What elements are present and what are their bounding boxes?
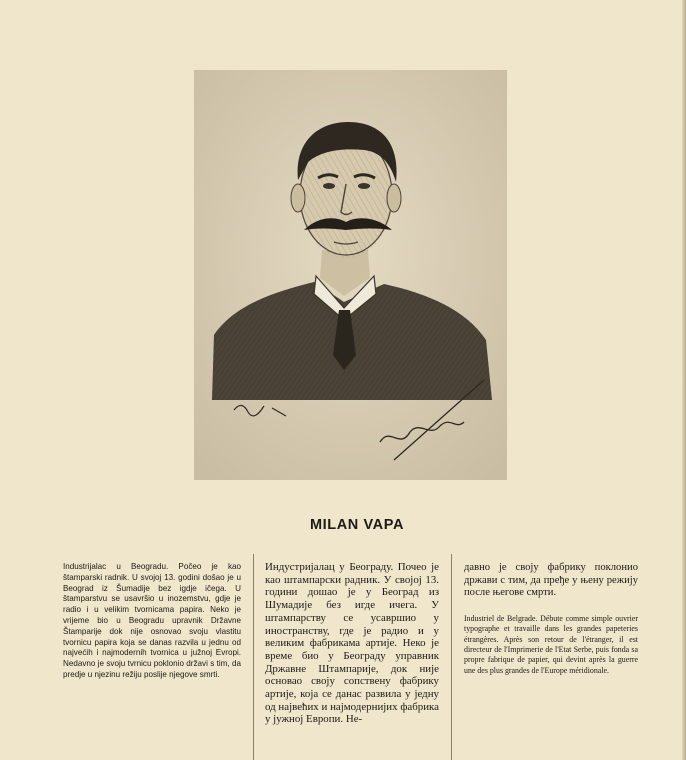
- biography-cyrillic: Индустријалац у Београду. Почео је као штампарски радник. У својој 13. години дошао је у Београд из Шумадије без игде ичега. У штампарству се усавршио у иностранству, где је радио и у великим фабрикама артије. Неко је време био у Београду управник Државне Штампарије, док није основао своју сопствену фабрику артије, која се данас развила у једну од највећих и најмодернијих фабрика у јужној Европи. Не-: [265, 561, 439, 726]
- biography-cyrillic-continued: давно је своју фабрику поклонио држави с тим, да пређе у њену режију после његове смрти.: [464, 562, 638, 599]
- page-edge: [682, 0, 686, 760]
- right-column: [464, 562, 638, 676]
- portrait-sketch: [194, 70, 507, 480]
- portrait-drawing: [194, 70, 507, 480]
- biography-french: Industriel de Belgrade. Débute comme simple ouvrier typographe et travaille dans les grandes papeteries étrangères. Après son retour de l'étranger, il est directeur de l'Imprimerie de l'Etat Serbe, puis fonda sa propre fabrique de papier, qui devint après la guerre une des plus grandes de l'Europe méridionale.: [464, 613, 638, 675]
- column-divider: [451, 554, 452, 760]
- page-title: MILAN VAPA: [309, 517, 405, 533]
- biography-latin: Industrijalac u Beogradu. Počeo je kao štamparski radnik. U svojoj 13. godini došao je u Beograd iz Šumadije bez igdje ičega. U štamparstvu se usavršio u inozemstvu, gdje je radio i u velikim tvornicama papira. Neko je vrijeme bio u Beogradu upravnik Državne Štamparije dok nije osnovao svoju vlastitu tvornicu papira koja se danas razvila u jednu od najvećih i najmodernih tvornica u južnoj Evropi. Nedavno je svoju tvrnicu poklonio državi s tim, da predje u njezinu režiju poslije njegove smrti.: [63, 562, 241, 679]
- column-divider: [253, 554, 254, 760]
